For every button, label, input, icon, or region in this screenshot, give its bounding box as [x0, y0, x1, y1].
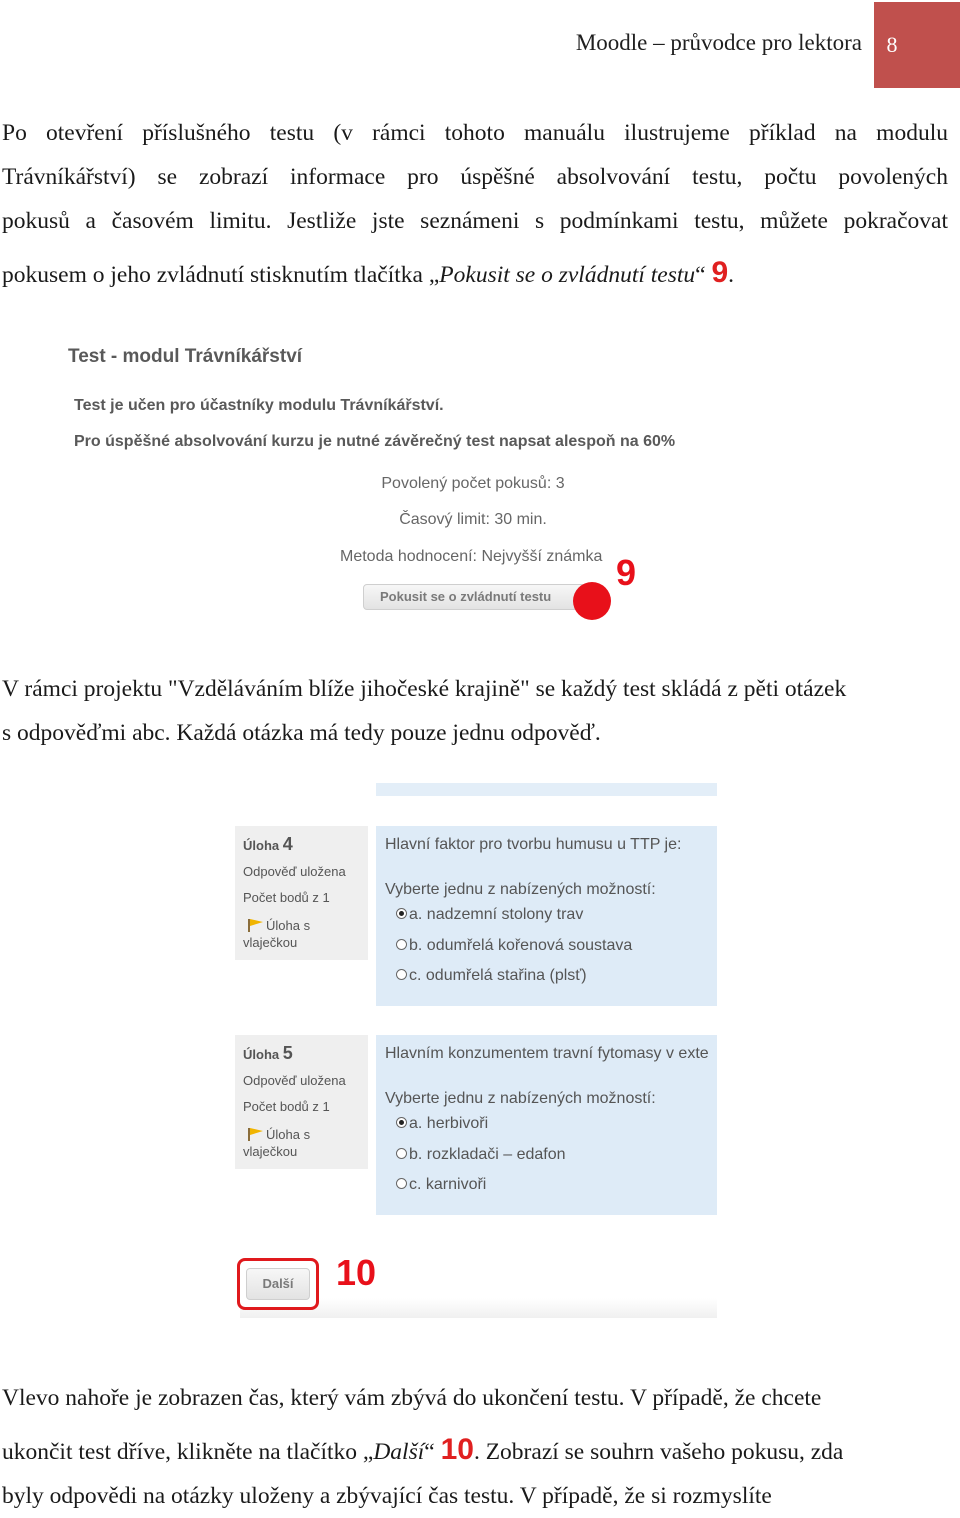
next-button-highlight [237, 1258, 319, 1310]
paragraph-line: Trávníkářství) se zobrazí informace pro úspěšné absolvování testu, počtu povolených [2, 164, 948, 190]
question-content [376, 826, 717, 1006]
question-number [243, 1043, 293, 1064]
question-points: Počet bodů z 1 [243, 890, 330, 905]
flag-label[interactable]: Úloha s [266, 1127, 311, 1142]
paragraph-intro [2, 111, 948, 297]
flag-icon[interactable] [247, 1127, 264, 1141]
radio-selected-icon[interactable] [396, 1117, 407, 1128]
paragraph-line [2, 1420, 948, 1474]
text-run: . Zobrazí se souhrn vašeho pokusu, zda [473, 1439, 844, 1465]
answer-option[interactable] [396, 1146, 566, 1164]
radio-icon[interactable] [396, 1178, 407, 1189]
answer-option[interactable] [396, 1115, 488, 1133]
radio-icon[interactable] [396, 939, 407, 950]
question-info-panel [235, 826, 368, 960]
quiz-description: Pro úspěšné absolvování kurzu je nutné závěrečný test napsat alespoň na 60% [74, 433, 676, 450]
attempt-quiz-button[interactable]: Pokusit se o zvládnutí testu [363, 584, 595, 610]
paragraph-line [2, 243, 948, 297]
marker-number: 9 [616, 552, 637, 593]
flag-label[interactable]: Úloha s [266, 918, 311, 933]
quiz-attempts-allowed: Povolený počet pokusů: 3 [381, 475, 565, 492]
flag-icon[interactable] [247, 918, 264, 932]
italic-button-reference: Pokusit se o zvládnutí testu [439, 262, 696, 288]
option-label: a. nadzemní stolony trav [409, 906, 584, 923]
paragraph-questions [2, 667, 948, 755]
marker-number: 10 [336, 1252, 377, 1293]
flag-label[interactable]: vlaječkou [243, 1144, 298, 1159]
paragraph-line: V rámci projektu "Vzděláváním blíže jihočeské krajině" se každý test skládá z pěti otázek [2, 676, 847, 702]
quiz-description: Test je učen pro účastníky modulu Trávníkářství. [74, 397, 444, 414]
question-area-top-strip [376, 783, 717, 796]
text-run: “ [695, 262, 712, 288]
red-dot-marker [573, 582, 611, 620]
text-run: pokusem o jeho zvládnutí stisknutím tlačítka „ [2, 262, 440, 288]
radio-icon[interactable] [396, 969, 407, 980]
option-label: c. odumřelá stařina (plsť) [409, 967, 587, 984]
question-label: Úloha [243, 1047, 280, 1062]
flag-label[interactable]: vlaječkou [243, 935, 298, 950]
marker-number: 10 [440, 1433, 474, 1466]
question-label: Úloha [243, 838, 280, 853]
paragraph-line: pokusů a časovém limitu. Jestliže jste seznámeni s podmínkami testu, můžete pokračovat [2, 208, 948, 234]
italic-button-reference: Další [373, 1439, 425, 1465]
paragraph-line: s odpověďmi abc. Každá otázka má tedy pouze jednu odpověď. [2, 720, 601, 746]
next-button[interactable]: Další [246, 1268, 310, 1300]
radio-icon[interactable] [396, 1148, 407, 1159]
paragraph-next [2, 1376, 948, 1518]
option-label: a. herbivoři [409, 1115, 489, 1132]
paragraph-line: byly odpovědi na otázky uloženy a zbývající čas testu. V případě, že si rozmyslíte [2, 1483, 772, 1509]
answer-option[interactable] [396, 1176, 486, 1194]
answer-prompt: Vyberte jednu z nabízených možností: [385, 1090, 656, 1107]
running-header-title: Moodle – průvodce pro lektora [575, 30, 862, 55]
question-points: Počet bodů z 1 [243, 1099, 330, 1114]
marker-number: 9 [711, 256, 729, 289]
paragraph-line: Vlevo nahoře je zobrazen čas, který vám zbývá do ukončení testu. V případě, že chcete [2, 1385, 822, 1411]
question-number-value: 5 [282, 1043, 293, 1063]
question-number-value: 4 [282, 834, 293, 854]
answer-option[interactable] [396, 937, 632, 955]
question-status: Odpověď uložena [243, 864, 346, 879]
answer-prompt: Vyberte jednu z nabízených možností: [385, 881, 656, 898]
quiz-time-limit: Časový limit: 30 min. [399, 511, 547, 528]
page-number: 8 [886, 32, 898, 57]
question-number [243, 834, 293, 855]
text-run: “ [424, 1439, 441, 1465]
question-text: Hlavním konzumentem travní fytomasy v exte [385, 1045, 709, 1062]
question-info-panel [235, 1035, 368, 1169]
question-status: Odpověď uložena [243, 1073, 346, 1088]
option-label: b. odumřelá kořenová soustava [409, 937, 633, 954]
text-run: . [728, 262, 735, 288]
option-label: b. rozkladači – edafon [409, 1146, 566, 1163]
answer-option[interactable] [396, 967, 587, 985]
paragraph-line: Po otevření příslušného testu (v rámci tohoto manuálu ilustrujeme příklad na modulu [2, 120, 948, 146]
option-label: c. karnivoři [409, 1176, 487, 1193]
quiz-grading-method: Metoda hodnocení: Nejvyšší známka [340, 548, 603, 565]
answer-option[interactable] [396, 906, 583, 924]
quiz-title: Test - modul Trávníkářství [68, 346, 303, 367]
page-number-box [874, 2, 960, 88]
radio-selected-icon[interactable] [396, 908, 407, 919]
text-run: ukončit test dříve, klikněte na tlačítko „ [2, 1439, 374, 1465]
question-text: Hlavní faktor pro tvorbu humusu u TTP je: [385, 836, 682, 853]
question-content [376, 1035, 717, 1215]
